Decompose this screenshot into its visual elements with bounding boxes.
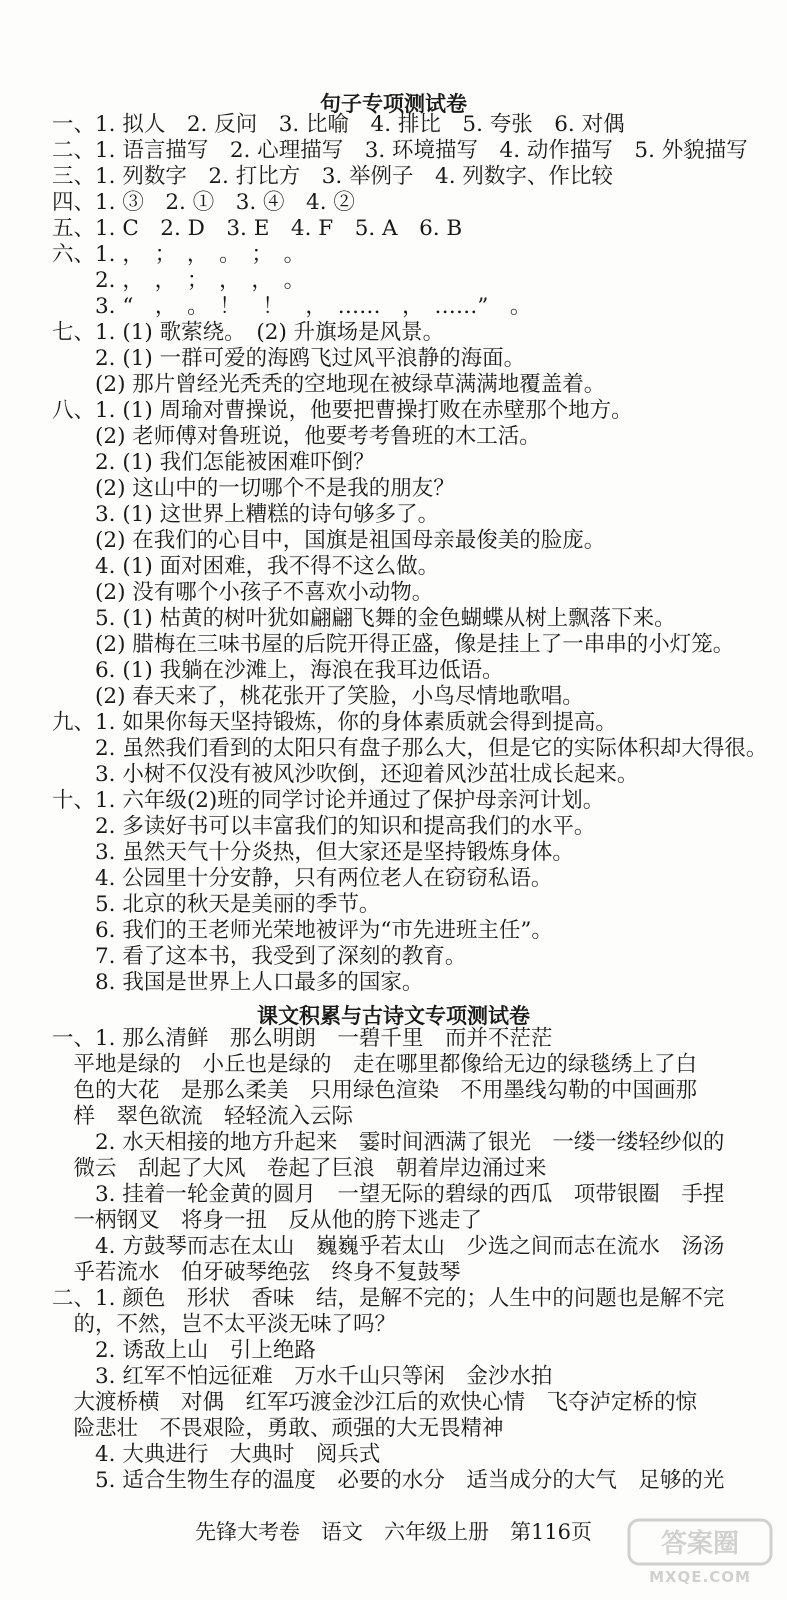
answer-line: 一、1. 拟人 2. 反问 3. 比喻 4. 排比 5. 夸张 6. 对偶 xyxy=(52,112,625,137)
answer-line: 二、1. 颜色 形状 香味 结，是解不完的；人生中的问题也是解不完 xyxy=(52,1286,725,1311)
watermark-badge-icon xyxy=(625,1516,775,1568)
answer-line: (2) 在我们的心目中，国旗是祖国母亲最俊美的脸庞。 xyxy=(52,528,606,553)
answer-line: 一、1. 那么清鲜 那么明朗 一碧千里 而并不茫茫 xyxy=(52,1026,553,1051)
answer-line: 四、1. ③ 2. ① 3. ④ 4. ② xyxy=(52,190,355,215)
answer-line: 2. (1) 一群可爱的海鸥飞过风平浪静的海面。 xyxy=(52,346,526,371)
answer-line: 的，不然，岂不太平淡无味了吗？ xyxy=(52,1312,397,1337)
answer-line: 3. 小树不仅没有被风沙吹倒，还迎着风沙茁壮成长起来。 xyxy=(52,762,639,787)
page-footer: 先锋大考卷 语文 六年级上册 第116页 xyxy=(194,1520,593,1544)
answer-line: 6. (1) 我躺在沙滩上，海浪在我耳边低语。 xyxy=(52,658,504,683)
section1-title: 句子专项测试卷 xyxy=(320,92,467,116)
answer-line: 5. 适合生物生存的温度 必要的水分 适当成分的大气 足够的光 xyxy=(52,1468,725,1493)
answer-line: 七、1. (1) 歌萦绕。 (2) 升旗场是风景。 xyxy=(52,320,445,345)
section2-title: 课文积累与古诗文专项测试卷 xyxy=(257,1004,530,1028)
answer-line: 样 翠色欲流 轻轻流入云际 xyxy=(52,1104,354,1129)
answer-line: 7. 看了这本书，我受到了深刻的教育。 xyxy=(52,944,467,969)
answer-line: 3. (1) 这世界上糟糕的诗句够多了。 xyxy=(52,502,440,527)
answer-line: 2. ， ， ； ， ， 。 xyxy=(52,268,306,293)
watermark-url: MXQE.COM xyxy=(649,1568,751,1586)
answer-line: (2) 腊梅在三味书屋的后院开得正盛，像是挂上了一串串的小灯笼。 xyxy=(52,632,735,657)
answer-line: 2. (1) 我们怎能被困难吓倒？ xyxy=(52,450,375,475)
answer-line: 6. 我们的王老师光荣地被评为“市先进班主任”。 xyxy=(52,918,553,943)
answer-line: 2. 虽然我们看到的太阳只有盘子那么大，但是它的实际体积却大得很。 xyxy=(52,736,768,761)
answer-line: 微云 刮起了大风 卷起了巨浪 朝着岸边涌过来 xyxy=(52,1156,547,1181)
answer-line: 险悲壮 不畏艰险，勇敢、顽强的大无畏精神 xyxy=(52,1416,504,1441)
answer-line: 大渡桥横 对偶 红军巧渡金沙江后的欢快心情 飞夺泸定桥的惊 xyxy=(52,1390,698,1415)
answer-line: 8. 我国是世界上人口最多的国家。 xyxy=(52,970,424,995)
answer-line: 4. 大典进行 大典时 阅兵式 xyxy=(52,1442,381,1467)
answer-line: (2) 那片曾经光秃秃的空地现在被绿草满满地覆盖着。 xyxy=(52,372,606,397)
answer-line: 五、1. C 2. D 3. E 4. F 5. A 6. B xyxy=(52,216,463,241)
answer-line: 平地是绿的 小丘也是绿的 走在哪里都像给无边的绿毯绣上了白 xyxy=(52,1052,698,1077)
answer-line: 4. (1) 面对困难，我不得不这么做。 xyxy=(52,554,440,579)
answer-line: 2. 水天相接的地方升起来 霎时间洒满了银光 一缕一缕轻纱似的 xyxy=(52,1130,725,1155)
watermark-logo xyxy=(625,1516,775,1586)
answer-line: 2. 诱敌上山 引上绝路 xyxy=(52,1338,316,1363)
answer-line: 六、1. ， ； ， 。 ； 。 xyxy=(52,242,306,267)
answer-line: 5. (1) 枯黄的树叶犹如翩翩飞舞的金色蝴蝶从树上飘落下来。 xyxy=(52,606,676,631)
answer-line: 4. 公园里十分安静，只有两位老人在窃窃私语。 xyxy=(52,866,553,891)
answer-line: (2) 老师傅对鲁班说，他要考考鲁班的木工活。 xyxy=(52,424,541,449)
answer-line: (2) 春天来了，桃花张开了笑脸，小鸟尽情地歌唱。 xyxy=(52,684,584,709)
answer-line: 5. 北京的秋天是美丽的季节。 xyxy=(52,892,381,917)
answer-line: 3. 挂着一轮金黄的圆月 一望无际的碧绿的西瓜 项带银圈 手捏 xyxy=(52,1182,725,1207)
answer-line: 3. 虽然天气十分炎热，但大家还是坚持锻炼身体。 xyxy=(52,840,574,865)
answer-line: 色的大花 是那么柔美 只用绿色渲染 不用墨线勾勒的中国画那 xyxy=(52,1078,698,1103)
answer-line: (2) 没有哪个小孩子不喜欢小动物。 xyxy=(52,580,434,605)
watermark-logo-text: 答案圈 xyxy=(660,1529,740,1559)
answer-line: 3. “ ， 。 ！ ！ ， …… ， ……” 。 xyxy=(52,294,532,319)
answer-line: 一柄钢叉 将身一扭 反从他的胯下逃走了 xyxy=(52,1208,483,1233)
answer-line: 4. 方鼓琴而志在太山 巍巍乎若太山 少选之间而志在流水 汤汤 xyxy=(52,1234,725,1259)
answer-line: 3. 红军不怕远征难 万水千山只等闲 金沙水拍 xyxy=(52,1364,553,1389)
answer-line: 十、1. 六年级(2)班的同学讨论并通过了保护母亲河计划。 xyxy=(52,788,605,813)
answer-line: 2. 多读好书可以丰富我们的知识和提高我们的水平。 xyxy=(52,814,596,839)
answer-line: 九、1. 如果你每天坚持锻炼，你的身体素质就会得到提高。 xyxy=(52,710,617,735)
answer-line: 八、1. (1) 周瑜对曹操说，他要把曹操打败在赤壁那个地方。 xyxy=(52,398,633,423)
answer-line: (2) 这山中的一切哪个不是我的朋友？ xyxy=(52,476,455,501)
answer-line: 乎若流水 伯牙破琴绝弦 终身不复鼓琴 xyxy=(52,1260,461,1285)
answer-line: 三、1. 列数字 2. 打比方 3. 举例子 4. 列数字、作比较 xyxy=(52,164,613,189)
answer-line: 二、1. 语言描写 2. 心理描写 3. 环境描写 4. 动作描写 5. 外貌描写 xyxy=(52,138,748,163)
